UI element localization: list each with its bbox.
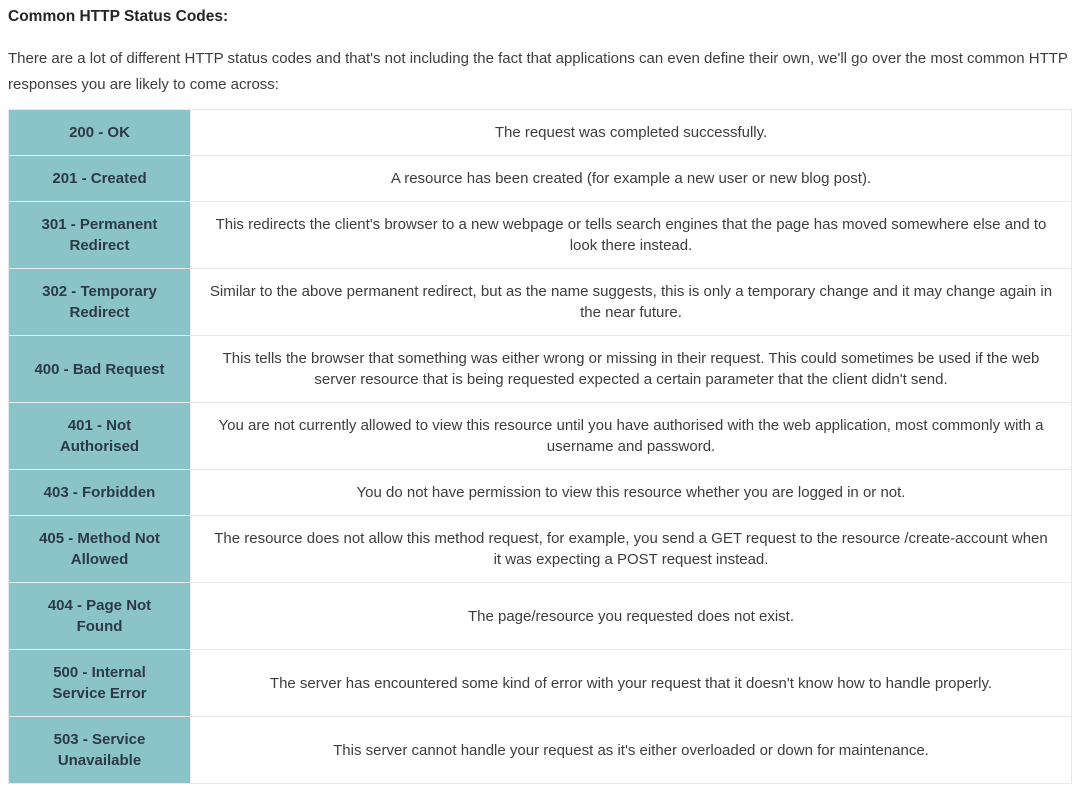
status-code-cell: 302 - Temporary Redirect	[9, 269, 191, 336]
status-description-cell: This redirects the client's browser to a new webpage or tells search engines that the page has moved somewhere else and to look there instead.	[191, 202, 1072, 269]
table-row	[9, 650, 1072, 717]
status-code-cell: 401 - Not Authorised	[9, 403, 191, 470]
status-description-cell: This tells the browser that something was either wrong or missing in their request. This could sometimes be used if the web server resource that is being requested expected a certain parameter that the client didn't send.	[191, 336, 1072, 403]
table-row	[9, 336, 1072, 403]
status-description-cell: The page/resource you requested does not exist.	[191, 583, 1072, 650]
status-code-cell: 503 - Service Unavailable	[9, 717, 191, 784]
status-code-cell: 405 - Method Not Allowed	[9, 516, 191, 583]
table-row	[9, 470, 1072, 516]
status-description-cell: A resource has been created (for example a new user or new blog post).	[191, 156, 1072, 202]
status-description-cell: The request was completed successfully.	[191, 110, 1072, 156]
intro-paragraph: There are a lot of different HTTP status codes and that's not including the fact that applications can even define their own, we'll go over the most common HTTP responses you are likely to come across:	[8, 50, 1068, 93]
table-row	[9, 156, 1072, 202]
page-title: Common HTTP Status Codes:	[8, 8, 229, 25]
status-description-cell: This server cannot handle your request as it's either overloaded or down for maintenance.	[191, 717, 1072, 784]
status-description-cell: You are not currently allowed to view this resource until you have authorised with the web application, most commonly with a username and password.	[191, 403, 1072, 470]
table-row	[9, 110, 1072, 156]
http-status-codes-table	[8, 109, 1072, 784]
table-row	[9, 516, 1072, 583]
table-row	[9, 717, 1072, 784]
table-row	[9, 202, 1072, 269]
status-code-cell: 404 - Page Not Found	[9, 583, 191, 650]
table-row	[9, 583, 1072, 650]
table-row	[9, 403, 1072, 470]
status-code-cell: 201 - Created	[9, 156, 191, 202]
status-description-cell: The server has encountered some kind of error with your request that it doesn't know how to handle properly.	[191, 650, 1072, 717]
status-description-cell: The resource does not allow this method request, for example, you send a GET request to the resource /create-account when it was expecting a POST request instead.	[191, 516, 1072, 583]
status-code-cell: 400 - Bad Request	[9, 336, 191, 403]
status-code-cell: 500 - Internal Service Error	[9, 650, 191, 717]
status-table-body	[9, 110, 1072, 784]
status-description-cell: Similar to the above permanent redirect, but as the name suggests, this is only a temporary change and it may change again in the near future.	[191, 269, 1072, 336]
status-code-cell: 200 - OK	[9, 110, 191, 156]
status-description-cell: You do not have permission to view this resource whether you are logged in or not.	[191, 470, 1072, 516]
status-code-cell: 301 - Permanent Redirect	[9, 202, 191, 269]
table-row	[9, 269, 1072, 336]
status-code-cell: 403 - Forbidden	[9, 470, 191, 516]
